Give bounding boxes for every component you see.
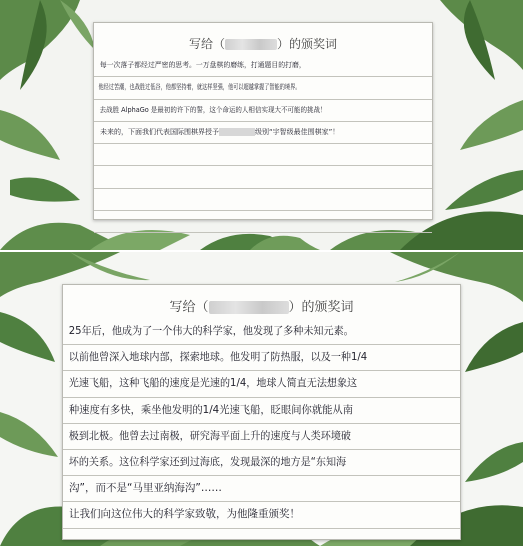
text-line: 坏的关系。这位科学家还到过海底，发现最深的地方是“东知海 [63, 450, 460, 476]
ruled-lines [94, 55, 432, 233]
text-line: 他经过苦潮，也战胜过低谷，他都坚持着，就这样坚强，他可以超越掌握了智能的境界。 [94, 77, 432, 99]
award-card [93, 22, 433, 220]
title-suffix: ）的颁奖词 [288, 300, 354, 315]
award-photo-top [0, 0, 523, 250]
blank-line [94, 144, 432, 166]
text-line: 去战胜 AlphaGo 是最初的许下的誓，这个命运的人相信实现大不可能的挑战！ [94, 100, 432, 122]
title-suffix: ）的颁奖词 [277, 37, 338, 51]
blank-line [63, 529, 460, 546]
text-line: 极到北极。他曾去过南极，研究海平面上升的速度与人类环境破 [63, 424, 460, 450]
text-line: 每一次落子都经过严密的思考。一万盘棋的磨练，打通题目的打磨， [94, 55, 432, 77]
redacted-name [209, 301, 289, 314]
award-card [62, 284, 461, 540]
text-line: 光速飞船，这种飞船的速度是光速的1/4，地球人简直无法想象这 [63, 371, 460, 397]
text-line: 沟”，而不是“马里亚纳海沟”…… [63, 476, 460, 502]
redacted-name [219, 128, 255, 136]
text-line: 种速度有多快，乘坐他发明的1/4光速飞船，眨眼间你就能从南 [63, 398, 460, 424]
blank-line [94, 189, 432, 211]
blank-line [94, 166, 432, 188]
text-line: 让我们向这位伟大的科学家致敬，为他隆重颁奖！ [63, 502, 460, 528]
blank-line [94, 211, 432, 233]
text-line: 未来的，下面我们代表国际围棋界授予 级别“宇智级最佳围棋家”！ [94, 122, 432, 144]
card-title [94, 35, 432, 52]
card-title [63, 296, 460, 315]
award-photo-bottom [0, 252, 523, 546]
redacted-name [225, 39, 277, 50]
text-line: 以前他曾深入地球内部，探索地球。他发明了防热服，以及一种1/4 [63, 345, 460, 371]
title-prefix: 写给（ [169, 300, 209, 315]
ruled-lines [63, 319, 460, 546]
title-prefix: 写给（ [188, 37, 225, 51]
text-line: 25年后，他成为了一个伟大的科学家，他发现了多种未知元素。 [63, 319, 460, 345]
